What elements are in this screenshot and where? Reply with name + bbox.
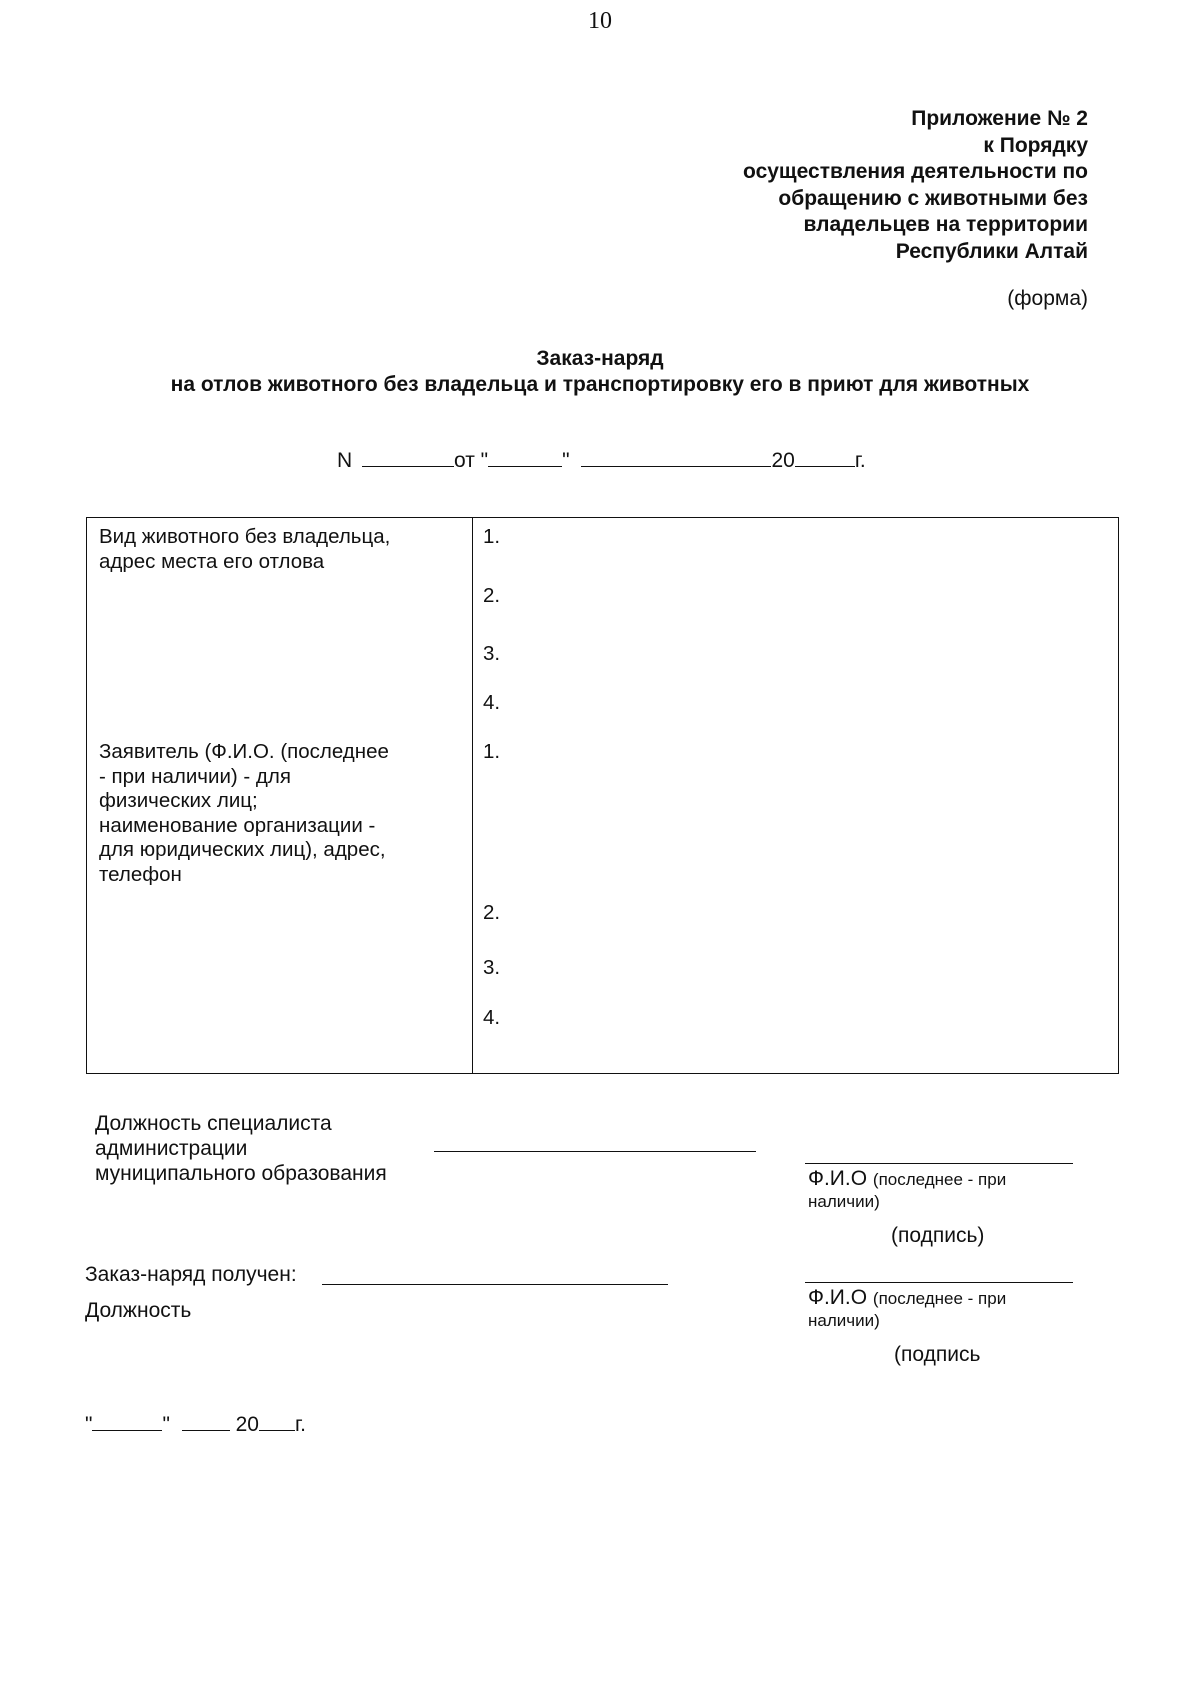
date-century: 20	[235, 1413, 259, 1436]
receiver-fio-line[interactable]	[805, 1282, 1073, 1283]
form-label: (форма)	[1007, 287, 1088, 310]
applicant-label: Заявитель (Ф.И.О. (последнее - при наличии) - для физических лиц; наименование организации - для юридических лиц), адрес, телефон	[99, 740, 389, 886]
receiver-fio-caption: Ф.И.О (последнее - при наличии)	[808, 1286, 1007, 1330]
date-open-quote: "	[85, 1413, 93, 1436]
specialist-fio-line[interactable]	[805, 1163, 1073, 1164]
number-sign: N	[337, 449, 353, 472]
order-number-blank[interactable]	[362, 446, 454, 467]
animal-type-label: Вид животного без владельца, адрес места его отлова	[99, 525, 391, 573]
animal-entry-2[interactable]: 2.	[483, 584, 501, 607]
receiver-signature-caption: (подпись	[894, 1343, 981, 1366]
appendix-header	[743, 106, 1088, 265]
specialist-position-label: Должность специалиста администрации муниципального образования	[95, 1112, 387, 1185]
day-close-quote: "	[562, 449, 570, 472]
received-label: Заказ-наряд получен:	[85, 1263, 297, 1286]
date-month-blank[interactable]	[182, 1410, 230, 1431]
specialist-position-line[interactable]	[434, 1151, 756, 1152]
date-year-blank[interactable]	[259, 1410, 295, 1431]
year-suffix: г.	[854, 449, 866, 472]
from-label: от "	[454, 449, 489, 472]
title-line-1: Заказ-наряд	[536, 347, 664, 370]
page-number: 10	[588, 8, 612, 34]
appendix-line: обращению с животными без	[778, 186, 1088, 210]
animal-entry-4[interactable]: 4.	[483, 691, 501, 714]
appendix-line: Приложение № 2	[911, 107, 1088, 130]
applicant-entry-1[interactable]: 1.	[483, 740, 501, 763]
date-day-blank[interactable]	[92, 1410, 162, 1431]
order-table	[86, 517, 1119, 1074]
applicant-entry-2[interactable]: 2.	[483, 901, 501, 924]
animal-entry-1[interactable]: 1.	[483, 525, 501, 548]
appendix-line: к Порядку	[983, 133, 1088, 157]
order-number-line	[337, 446, 866, 473]
appendix-line: Республики Алтай	[895, 239, 1088, 263]
bottom-date-line	[85, 1410, 306, 1437]
title-line-2: на отлов животного без владельца и транспортировку его в приют для животных	[170, 373, 1030, 396]
applicant-entry-4[interactable]: 4.	[483, 1006, 501, 1029]
specialist-fio-caption: Ф.И.О (последнее - при наличии)	[808, 1167, 1007, 1211]
specialist-signature-caption: (подпись)	[891, 1224, 985, 1247]
date-close-quote: "	[162, 1413, 170, 1436]
received-line[interactable]	[322, 1284, 668, 1285]
date-year-suffix: г.	[294, 1413, 306, 1436]
receiver-position-label: Должность	[85, 1299, 192, 1322]
entries-cell[interactable]	[473, 518, 1119, 1074]
century-label: 20	[771, 449, 795, 472]
document-title	[0, 346, 1200, 398]
day-blank[interactable]	[488, 446, 562, 467]
month-blank[interactable]	[581, 446, 771, 467]
appendix-line: владельцев на территории	[803, 213, 1088, 236]
animal-entry-3[interactable]: 3.	[483, 642, 501, 665]
applicant-entry-3[interactable]: 3.	[483, 956, 501, 979]
labels-cell	[87, 518, 473, 1074]
appendix-line: осуществления деятельности по	[743, 160, 1088, 183]
year-blank[interactable]	[795, 446, 855, 467]
